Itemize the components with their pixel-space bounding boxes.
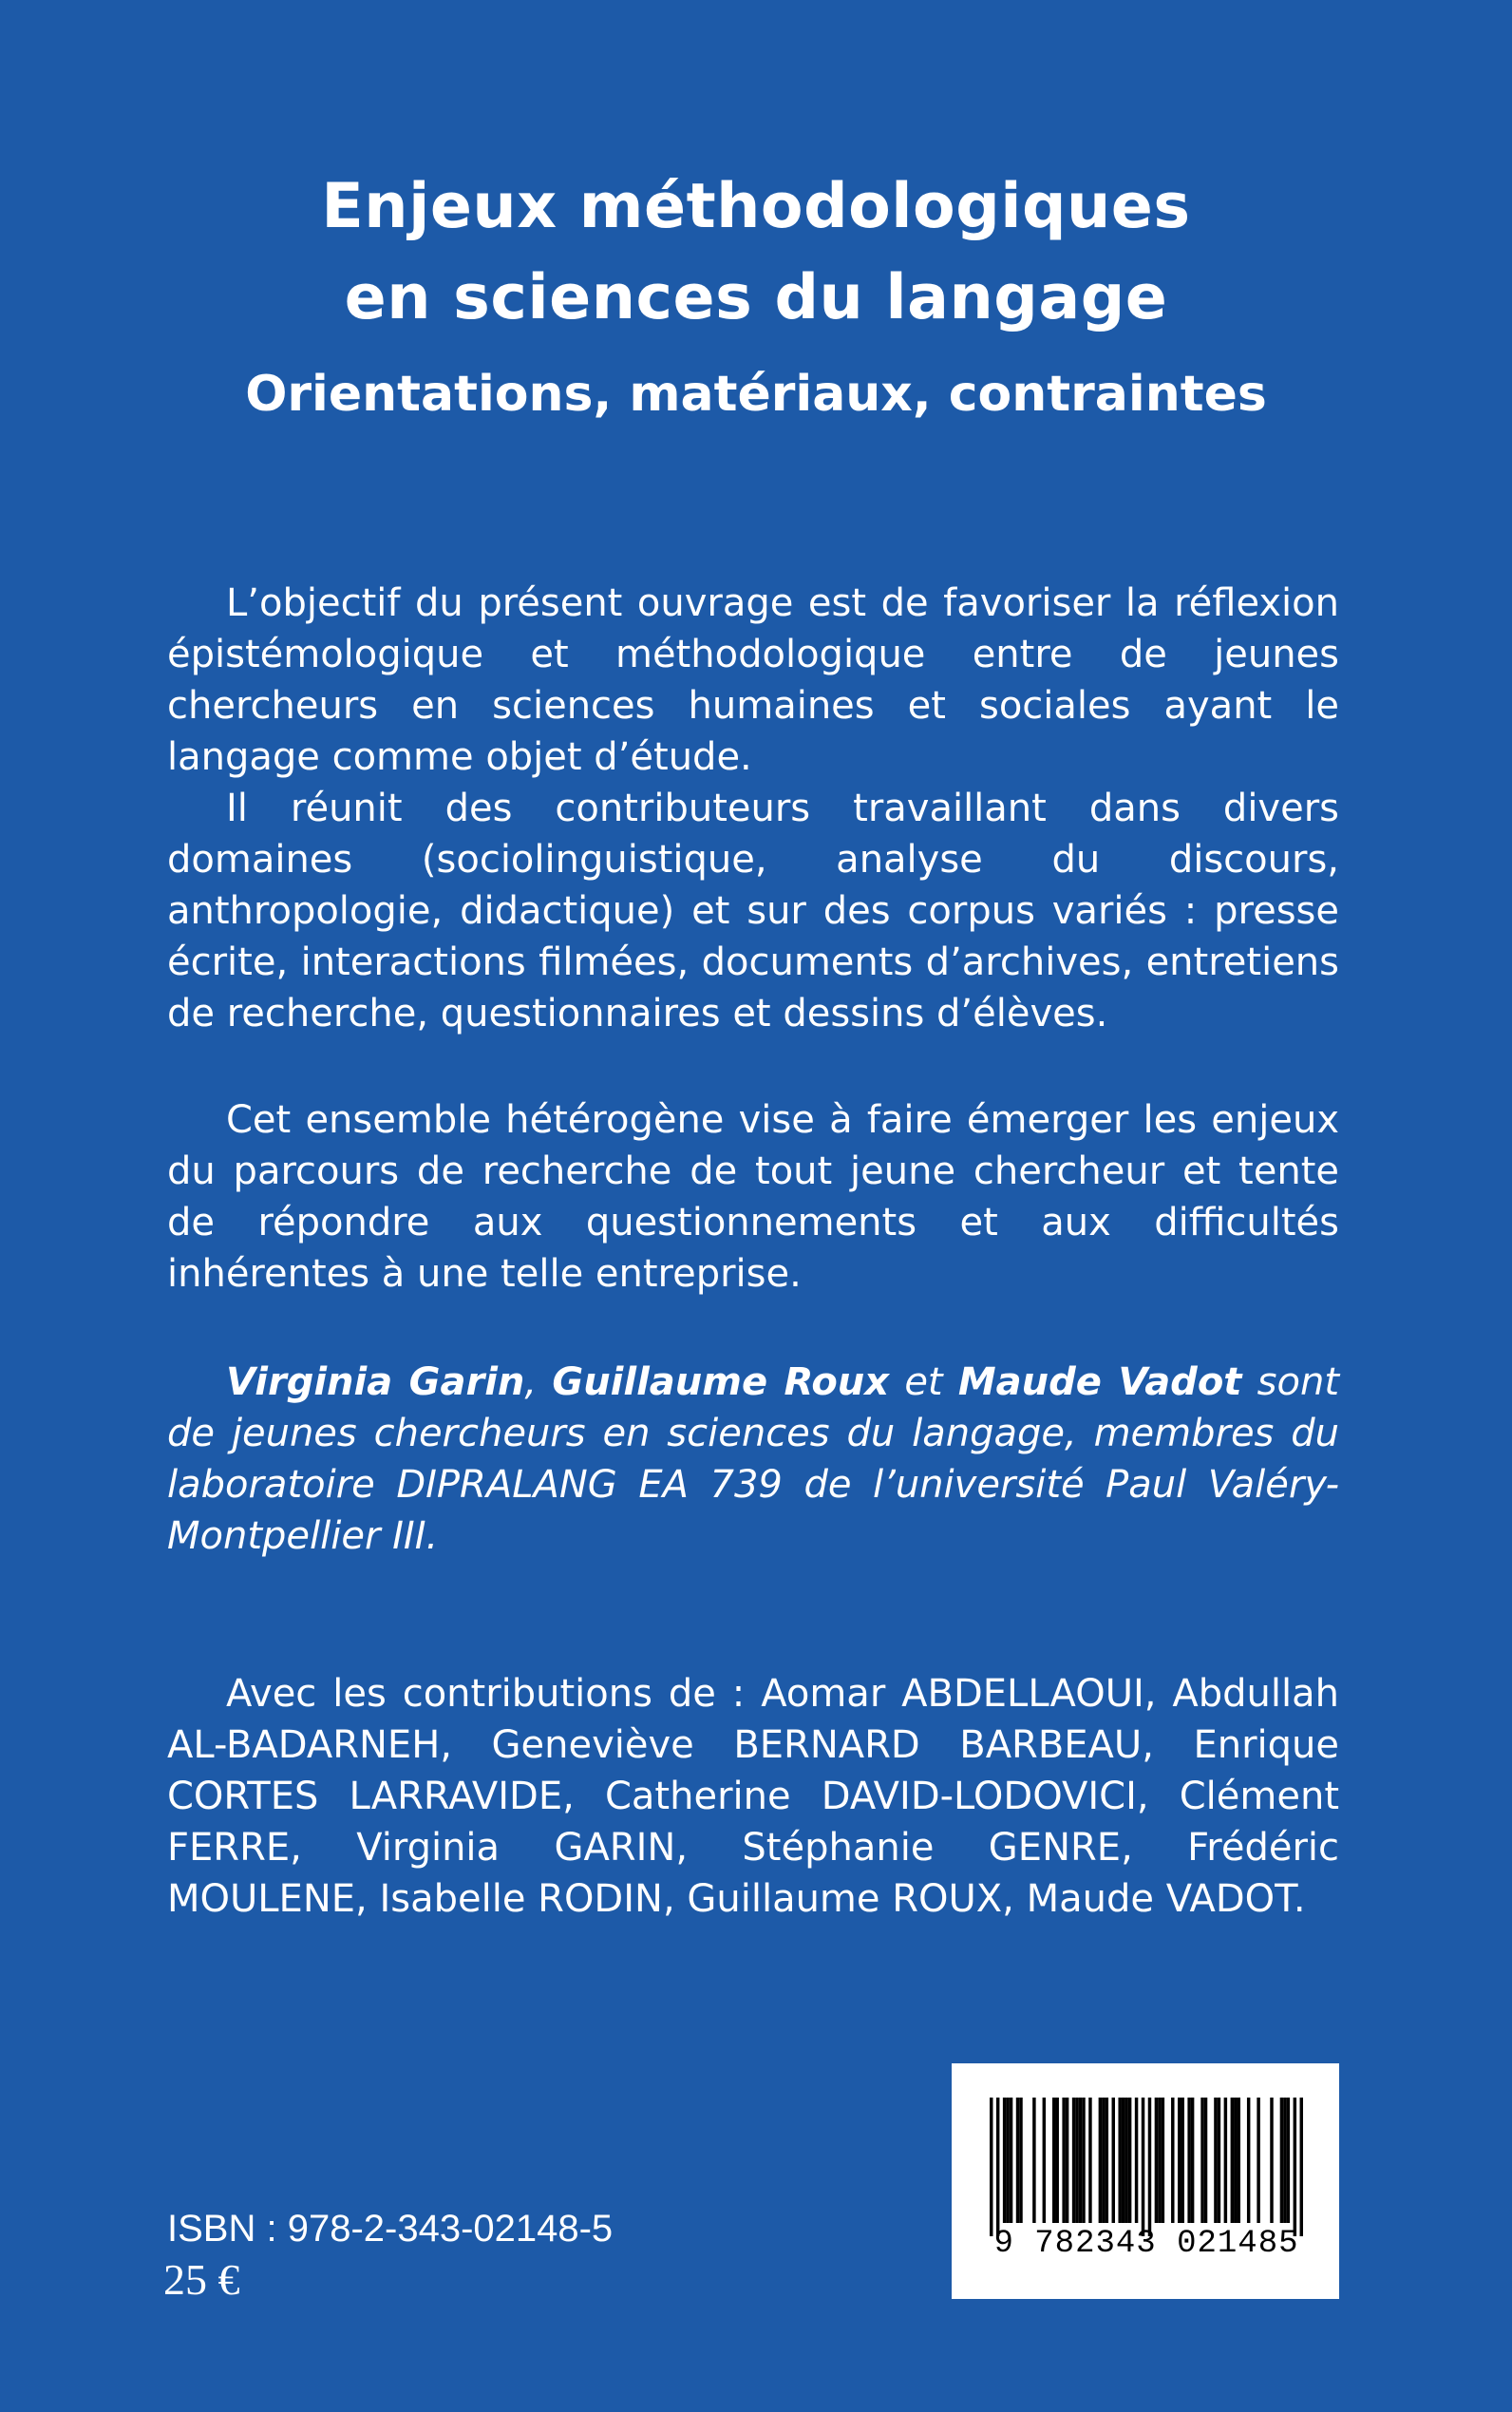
barcode-bar bbox=[1088, 2098, 1091, 2223]
barcode-bar bbox=[1287, 2098, 1290, 2223]
barcode-bar bbox=[1300, 2098, 1303, 2236]
barcode-bar bbox=[1162, 2098, 1164, 2223]
barcode-bar bbox=[1270, 2098, 1273, 2223]
barcode-bar bbox=[1032, 2098, 1035, 2223]
barcode-bar bbox=[990, 2098, 992, 2236]
book-subtitle: Orientations, matériaux, contraintes bbox=[245, 366, 1267, 423]
barcode-bar bbox=[1016, 2098, 1019, 2223]
barcode-bar bbox=[1066, 2098, 1068, 2223]
barcode-bar bbox=[1055, 2098, 1058, 2223]
barcode-bar bbox=[1010, 2098, 1012, 2223]
barcode-bar bbox=[1106, 2098, 1108, 2223]
price-text: 25 € bbox=[163, 2255, 240, 2304]
barcode-bar bbox=[1052, 2098, 1055, 2223]
barcode-bar bbox=[1294, 2098, 1296, 2236]
title-line-2: en sciences du langage bbox=[344, 262, 1168, 333]
spacer bbox=[167, 1300, 1339, 1357]
author-name-3: Maude Vadot bbox=[957, 1360, 1242, 1404]
author-name-1: Virginia Garin bbox=[226, 1360, 525, 1404]
barcode-bar bbox=[1231, 2098, 1234, 2223]
barcode-bar bbox=[1181, 2098, 1183, 2223]
barcode-bar bbox=[1128, 2098, 1131, 2223]
barcode-bar bbox=[1019, 2098, 1022, 2223]
title-block bbox=[0, 161, 1512, 427]
barcode-bar bbox=[1122, 2098, 1125, 2223]
barcode-bar bbox=[1142, 2098, 1144, 2236]
barcode-bar bbox=[1062, 2098, 1065, 2223]
authors-paragraph bbox=[167, 1357, 1339, 1562]
barcode-bar bbox=[1102, 2098, 1105, 2223]
barcode-bar bbox=[1099, 2098, 1102, 2223]
barcode-bar bbox=[996, 2098, 999, 2236]
paragraph-2: Il réunit des contributeurs travaillant dans divers domaines (sociolinguistique, analyse du discours, anthropologie, didactique) et sur des corpus variés : presse écrite, interactions filmées, documents d’archives, entretiens de recherche, questionnaires et dessins d’élèves. bbox=[167, 787, 1339, 1035]
paragraph-3: Cet ensemble hétérogène vise à faire émerger les enjeux du parcours de recherche de tout jeune chercheur et tente de répondre aux questionnements et aux difficultés inhérentes à une telle entreprise. bbox=[167, 1098, 1339, 1296]
barcode-bar bbox=[1155, 2098, 1158, 2223]
barcode-bar bbox=[1082, 2098, 1085, 2223]
paragraph-1: L’objectif du présent ouvrage est de favoriser la réflexion épistémologique et méthodologique entre de jeunes chercheurs en sciences humaines et sociales ayant le langage comme objet d’étude. bbox=[167, 581, 1339, 779]
barcode-bar bbox=[1075, 2098, 1078, 2223]
spacer bbox=[167, 1562, 1339, 1668]
barcode-bar bbox=[1079, 2098, 1082, 2223]
barcode-bar bbox=[1283, 2098, 1286, 2223]
barcode-bar bbox=[1148, 2098, 1151, 2236]
barcode-bar bbox=[1214, 2098, 1217, 2223]
barcode-bar bbox=[1200, 2098, 1203, 2223]
barcode-bar bbox=[1238, 2098, 1240, 2223]
barcode-bar bbox=[1204, 2098, 1207, 2223]
barcode-bar bbox=[1006, 2098, 1009, 2223]
barcode-digits: 9 782343 021485 bbox=[993, 2226, 1299, 2262]
spacer bbox=[167, 1039, 1339, 1094]
barcode-bar bbox=[1158, 2098, 1161, 2223]
barcode-bar bbox=[1224, 2098, 1227, 2223]
author-separator-2: et bbox=[889, 1360, 958, 1404]
barcode-bar bbox=[1125, 2098, 1127, 2223]
barcode-bar bbox=[1257, 2098, 1259, 2223]
author-name-2: Guillaume Roux bbox=[552, 1360, 890, 1404]
isbn-text: ISBN : 978-2-343-02148-5 bbox=[167, 2208, 614, 2250]
barcode bbox=[952, 2063, 1339, 2299]
title-line-1: Enjeux méthodologiques bbox=[321, 171, 1191, 242]
book-title bbox=[0, 161, 1512, 344]
barcode-bar bbox=[1191, 2098, 1194, 2223]
barcode-bar bbox=[1135, 2098, 1138, 2223]
contributions-paragraph: Avec les contributions de : Aomar ABDELLAOUI, Abdullah AL-BADARNEH, Geneviève BERNARD BARBEAU, Enrique CORTES LARRAVIDE, Catherine DAVID-LODOVICI, Clément FERRE, Virginia GARIN, Stéphanie GENRE, Frédéric MOULENE, Isabelle RODIN, Guillaume ROUX, Maude VADOT. bbox=[167, 1672, 1339, 1921]
author-separator-1: , bbox=[524, 1360, 553, 1404]
authors-description: sont de jeunes chercheurs en sciences du langage, membres du laboratoire DIPRALANG EA 739 de l’université Paul Valéry-Montpellier III. bbox=[167, 1360, 1339, 1558]
barcode-bars bbox=[990, 2098, 1303, 2236]
barcode-bar bbox=[1280, 2098, 1283, 2223]
barcode-bar bbox=[1043, 2098, 1046, 2223]
barcode-bar bbox=[1247, 2098, 1250, 2223]
barcode-bar bbox=[1171, 2098, 1174, 2223]
barcode-bar bbox=[1218, 2098, 1220, 2223]
back-cover-text bbox=[167, 578, 1339, 1925]
barcode-bar bbox=[1003, 2098, 1006, 2223]
barcode-bar bbox=[1072, 2098, 1075, 2223]
barcode-bar bbox=[1187, 2098, 1190, 2223]
barcode-bar bbox=[1178, 2098, 1181, 2223]
barcode-bar bbox=[1118, 2098, 1121, 2223]
barcode-bar bbox=[1112, 2098, 1115, 2223]
barcode-bar bbox=[1234, 2098, 1237, 2223]
